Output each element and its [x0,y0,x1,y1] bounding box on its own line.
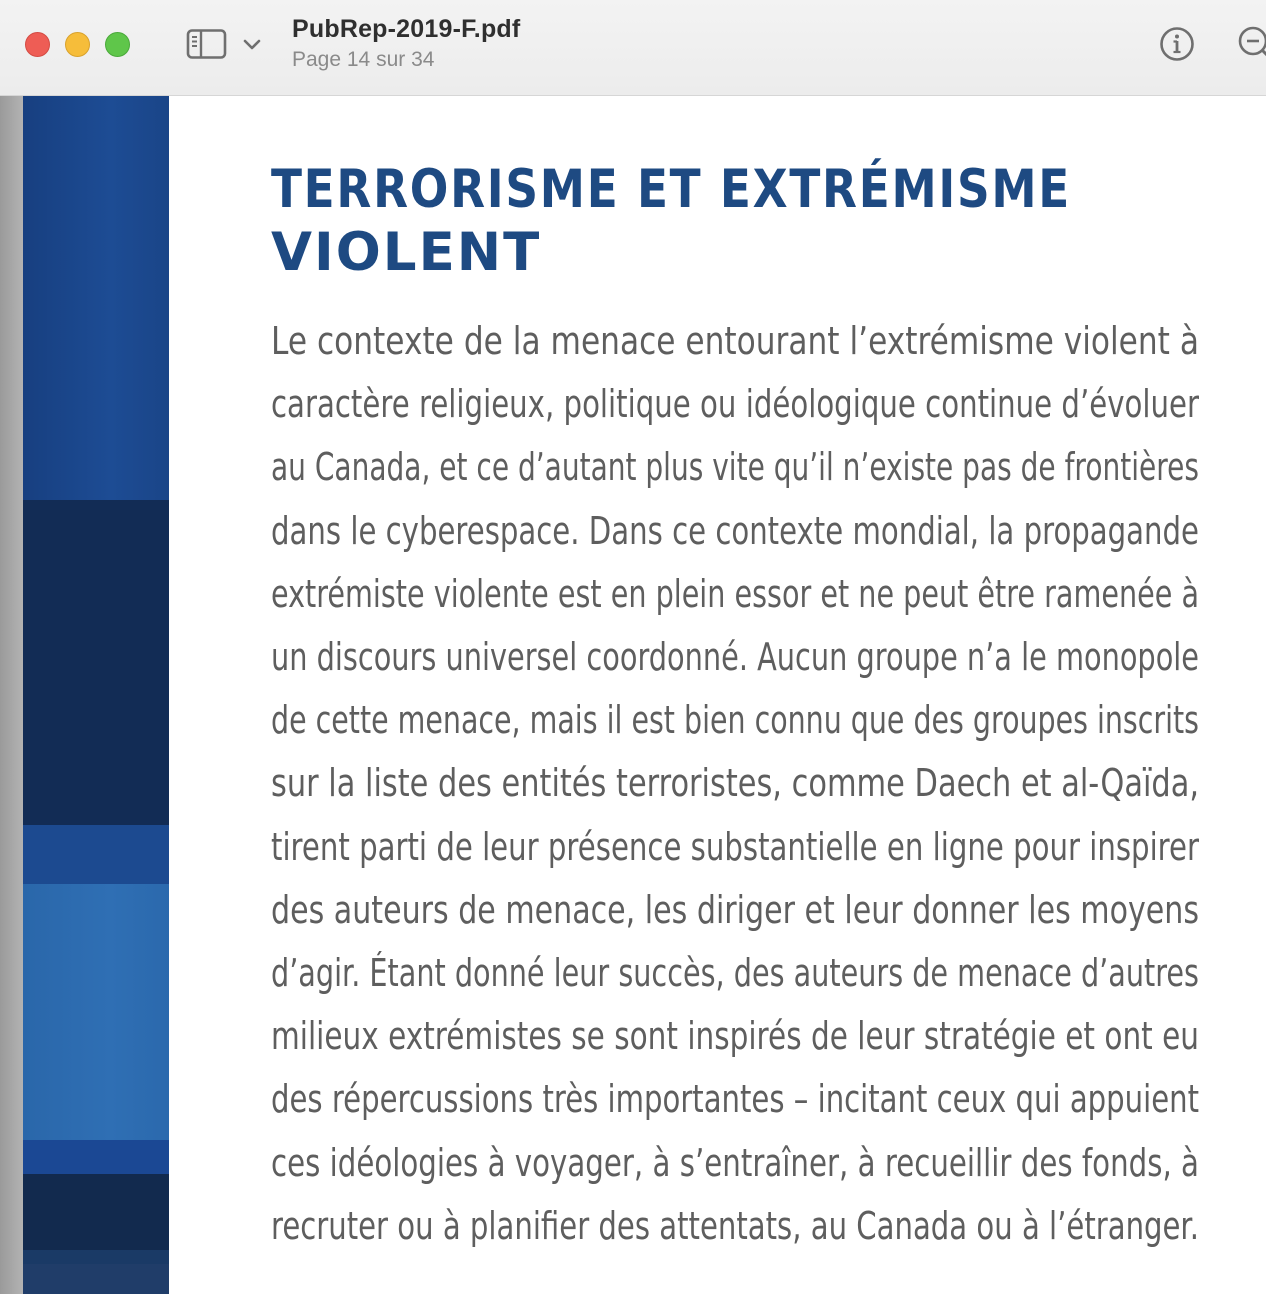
body-line: d’agir. Étant donné leur succès, des auteurs de menace d’autres [271,951,1199,996]
zoom-out-icon [1236,24,1266,64]
pdf-page [169,96,1266,1294]
body-line: un discours universel coordonné. Aucun groupe n’a le monopole [271,635,1199,680]
chevron-down-icon [242,34,262,54]
zoom-out-button[interactable] [1236,24,1266,64]
heading-line: VIOLENT [271,222,542,283]
heading-line: TERRORISME ET EXTRÉMISME [271,159,1071,220]
body-line: caractère religieux, politique ou idéologique continue d’évoluer [271,382,1199,427]
body-line: Le contexte de la menace entourant l’extrémisme violent à [271,319,1199,363]
body-line: tirent parti de leur présence substantielle en ligne pour inspirer [271,824,1199,869]
body-line: sur la liste des entités terroristes, comme Daech et al-Qaïda, [271,761,1199,806]
page-thumbnail-strip[interactable] [23,96,169,1294]
page-indicator: Page 14 sur 34 [292,48,435,71]
sidebar-toggle-button[interactable] [186,28,228,60]
zoom-window-button[interactable] [105,32,130,57]
body-paragraph [271,310,1199,1258]
body-line: recruter ou à planifier des attentats, au Canada ou à l’étranger. [271,1203,1199,1248]
info-button[interactable] [1159,26,1195,62]
info-icon [1159,26,1195,62]
body-line: au Canada, et ce d’autant plus vite qu’il n’existe pas de frontières [271,445,1199,490]
body-line: extrémiste violente est en plein essor et ne peut être ramenée à [271,571,1199,616]
left-gutter [0,96,23,1294]
body-line: des répercussions très importantes – incitant ceux qui appuient [271,1077,1199,1122]
body-line: des auteurs de menace, les diriger et leur donner les moyens [271,887,1199,932]
document-title: PubRep-2019-F.pdf [292,15,521,43]
body-line: milieux extrémistes se sont inspirés de leur stratégie et ont eu [271,1014,1199,1059]
sidebar-icon [186,28,228,60]
section-heading [271,158,1171,284]
body-line: dans le cyberespace. Dans ce contexte mondial, la propagande [271,508,1199,553]
body-line: ces idéologies à voyager, à s’entraîner, à recueillir des fonds, à [271,1140,1199,1185]
body-line: de cette menace, mais il est bien connu que des groupes inscrits [271,698,1199,743]
minimize-window-button[interactable] [65,32,90,57]
close-window-button[interactable] [25,32,50,57]
sidebar-menu-button[interactable] [242,34,262,54]
title-bar[interactable] [0,0,1266,96]
